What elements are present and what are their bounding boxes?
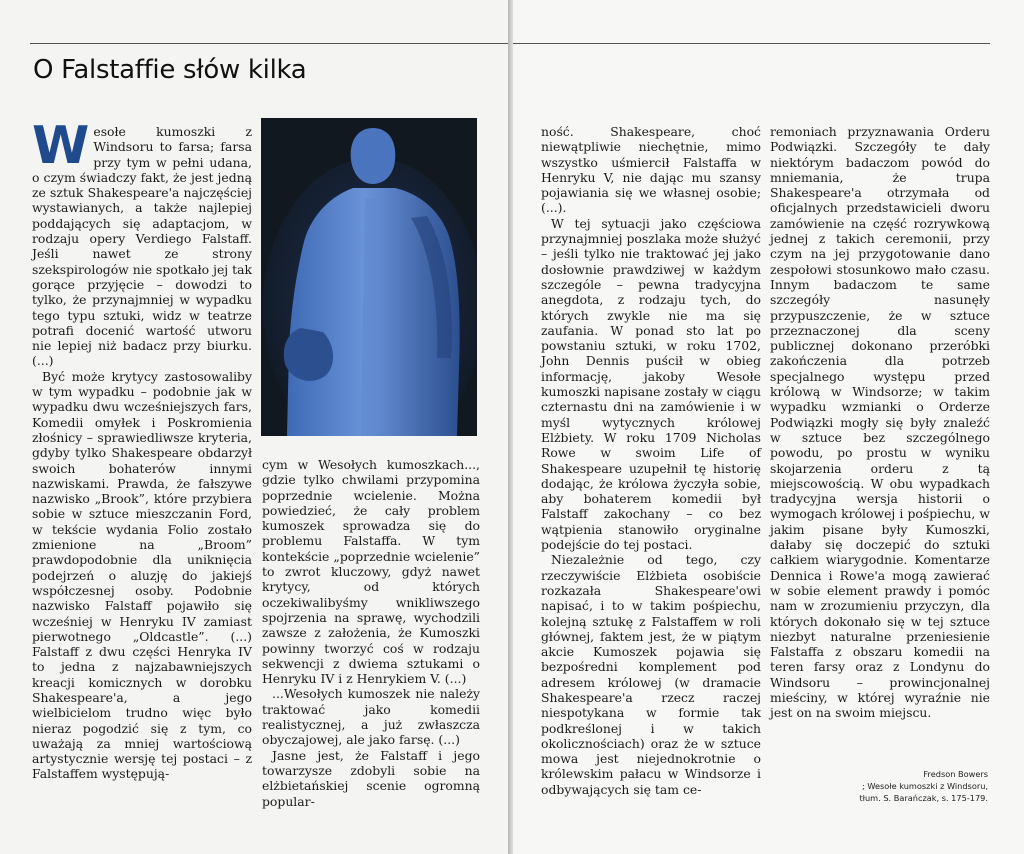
paragraph: Niezależnie od tego, czy rzeczywiście Elżbieta osobiście rozkazała Shakespeare'owi napisać, i to w takim pośpiechu, kolejną sztukę z Falstaffem w roli głównej, faktem jest, że w piątym akcie Kumoszek pojawia się bezpośredni komplement pod adresem królowej (w dramacie Shakespeare'a rzecz raczej niespotykana w formie tak podkreślonej i w takich okolicznościach) oraz że w sztuce mowa jest niejednokrotnie o królewskim pałacu w Windsorze i odbywających się tam ce- [541,552,761,797]
text-column-3 [541,124,761,797]
credit-translation: tłum. S. Barańczak, s. 175-179. [859,793,988,803]
right-page [513,0,1024,854]
paragraph: Jasne jest, że Falstaff i jego towarzysze zdobyli sobie na elżbietańskiej scenie ogromną popular- [262,747,480,809]
paragraph: cym w Wesołych kumoszkach..., gdzie tylko chwilami przypomina poprzednie wcielenie. Można powiedzieć, że cały problem kumoszek sprowadza się do problemu Falstaffa. W tym kontekście „poprzednie wcielenie” to zwrot kluczowy, gdyż nawet krytycy, od których oczekiwalibyśmy wnikliwszego spojrzenia na sprawę, wychodzili zawsze z założenia, że Kumoszki powinny tworzyć coś w rodzaju sekwencji z dwiema sztukami o Henryku IV i z Henrykiem V. (...) [262,457,480,687]
credit-work: ; Wesołe kumoszki z Windsoru, [861,781,988,791]
text-column-1 [32,116,252,782]
top-rule [513,43,990,44]
source-credit [788,768,988,804]
statue-figure-image [261,118,477,436]
paragraph: Wesołe kumoszki z Windsoru to farsa; farsa przy tym w pełni udana, o czym świadczy fakt, że jest jedną ze sztuk Shakespeare'a najczęściej wystawianych, a także najlepiej poddających się adaptacjom, w rodzaju opery Verdiego Falstaff. Jeśli nawet ze strony szekspirologów nie spotkało jej tak gorące przyjęcie – dowodzi to tylko, że przynajmniej w wypadku tego typu sztuki, widz w teatrze potrafi docenić wartość utworu nie lepiej niż badacz przy biurku. (...) [32,116,252,369]
text-column-2 [262,457,480,809]
paragraph: ność. Shakespeare, choć niewątpliwie niechętnie, mimo wszystko uśmiercił Falstaffa w Henryku V, nie dając mu szansy pojawiania się we własnej osobie; (...). [541,124,761,216]
paragraph: W tej sytuacji jako częściowa przynajmniej poszlaka może służyć – jeśli tylko nie traktować jej jako dosłownie prawdziwej w każdym szczególe – pewna tradycyjna anegdota, z rodzaju tych, do których zwykle nie ma się zaufania. W ponad sto lat po powstaniu sztuki, w roku 1702, John Dennis puścił w obieg informację, jakoby Wesołe kumoszki napisane zostały w ciągu czternastu dni na zamówienie i w myśl wytycznych królowej Elżbiety. W roku 1709 Nicholas Rowe w swoim Life of Shakespeare uzupełnił tę historię dodając, że królowa życzyła sobie, aby bohaterem komedii był Falstaff zakochany – co bez wątpienia stanowiło oryginalne podejście do tej postaci. [541,215,761,553]
top-rule [30,43,508,44]
paragraph: ...Wesołych kumoszek nie należy traktować jako komedii realistycznej, a już zwłaszcza obyczajowej, ale jako farsę. (...) [262,686,480,748]
left-page [0,0,508,854]
statue-photo [261,118,477,436]
paragraph: remoniach przyznawania Orderu Podwiązki. Szczegóły te dały niektórym badaczom powód do mniemania, że trupa Shakespeare'a otrzymała od oficjalnych przedstawicieli dworu zamówienie na część rozrywkową jednej z takich ceremonii, przy czym na jej przygotowanie dano zespołowi stosunkowo mało czasu. Innym badaczom te same szczegóły nasunęły przypuszczenie, że w sztuce przeznaczonej dla sceny publicznej dokonano przeróbki zakończenia dla potrzeb specjalnego występu przed królową w Windsorze; w takim wypadku wzmianki o Orderze Podwiązki mogły się były znaleźć w sztuce bez szczególnego powodu, po prostu w wyniku skojarzenia orderu z tą miejscowością. W obu wypadkach tradycyjna wersja historii o wymogach królowej i pośpiechu, w jakim pisane były Kumoszki, dałaby się doczepić do sztuki całkiem wiarygodnie. Komentarze Dennica i Rowe'a mogą zawierać w sobie element prawdy i pomóc nam w zrozumieniu przyczyn, dla których dokonało się w tej sztuce niezbyt naturalne przeniesienie Falstaffa z obszaru komedii na teren farsy oraz z Londynu do Windsoru – prowincjonalnej mieściny, w której wyraźnie nie jest on na swoim miejscu. [770,124,990,721]
drop-cap: W [32,116,90,176]
credit-author: Fredson Bowers [923,769,988,779]
article-title: O Falstaffie słów kilka [33,55,307,85]
text-column-4 [770,124,990,721]
paragraph: Być może krytycy zastosowaliby w tym wypadku – podobnie jak w wypadku dwu wcześniejszych fars, Komedii omyłek i Poskromienia złośnicy – sprawiedliwsze kryteria, gdyby tylko Shakespeare obdarzył swoich bohaterów innymi nazwiskami. Prawda, że fałszywe nazwisko „Brook”, które przybiera sobie w sztuce mieszczanin Ford, w tekście wydania Folio zostało zmienione na „Broom” prawdopodobnie dla uniknięcia podejrzeń o aluzję do jakiejś współczesnej osoby. Podobnie nazwisko Falstaff pojawiło się wcześniej w Henryku IV zamiast pierwotnego „Oldcastle”. (...) Falstaff z dwu części Henryka IV to jedna z najzabawniejszych kreacji komicznych w dorobku Shakespeare'a, a jego wielbicielom trudno więc było nieraz pogodzić się z tym, co uważają za mniej wartościową artystycznie wersję tej postaci – z Falstaffem występują- [32,368,252,782]
